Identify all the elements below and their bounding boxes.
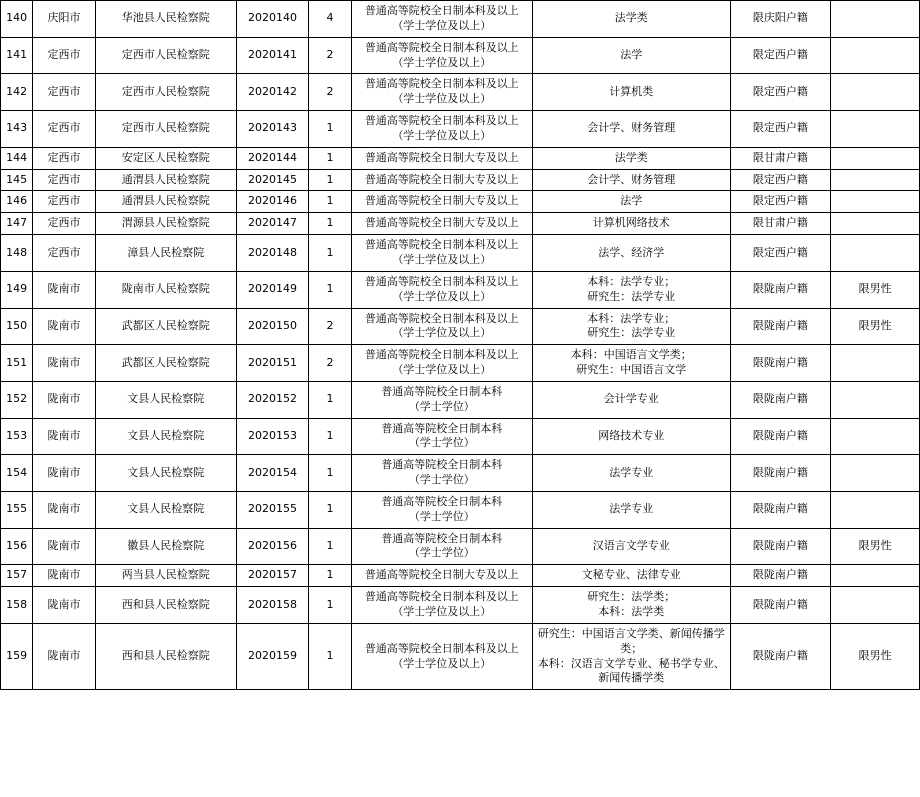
row-education-line: 普通高等院校全日制本科 xyxy=(381,421,503,435)
row-education-line: （学士学位及以上） xyxy=(392,289,492,303)
row-major xyxy=(533,169,731,191)
row-major-line: 本科：法学专业； xyxy=(587,274,676,288)
row-major-line: 法学专业 xyxy=(609,502,654,516)
row-major xyxy=(533,271,731,308)
row-major xyxy=(533,235,731,272)
row-city: 陇南市 xyxy=(33,565,95,587)
row-headcount: 1 xyxy=(309,111,351,148)
row-unit: 文县人民检察院 xyxy=(95,455,236,492)
row-unit: 定西市人民检察院 xyxy=(95,111,236,148)
row-education-line: 普通高等院校全日制本科及以上 xyxy=(364,40,519,54)
row-unit: 通渭县人民检察院 xyxy=(95,169,236,191)
row-headcount: 2 xyxy=(309,74,351,111)
row-major xyxy=(533,491,731,528)
row-headcount: 1 xyxy=(309,455,351,492)
table-row xyxy=(1,147,920,169)
row-education-line: 普通高等院校全日制大专及以上 xyxy=(364,216,519,230)
row-position-code: 2020143 xyxy=(236,111,309,148)
row-city: 定西市 xyxy=(33,74,95,111)
row-major xyxy=(533,455,731,492)
row-unit: 西和县人民检察院 xyxy=(95,623,236,689)
row-position-code: 2020154 xyxy=(236,455,309,492)
row-household: 限陇南户籍 xyxy=(730,455,831,492)
row-headcount: 4 xyxy=(309,1,351,38)
row-index: 149 xyxy=(1,271,33,308)
row-major-line: 研究生：中国语言文学类、新闻传播学类； xyxy=(537,626,725,655)
row-other xyxy=(831,491,920,528)
row-major-line: 本科：法学类 xyxy=(598,605,665,618)
row-major xyxy=(533,213,731,235)
row-education-line: 普通高等院校全日制大专及以上 xyxy=(364,150,519,164)
row-education-line: 普通高等院校全日制本科 xyxy=(381,384,503,398)
row-position-code: 2020157 xyxy=(236,565,309,587)
table-row xyxy=(1,418,920,455)
row-other xyxy=(831,1,920,38)
row-position-code: 2020158 xyxy=(236,587,309,624)
table-row xyxy=(1,528,920,565)
row-headcount: 1 xyxy=(309,147,351,169)
row-household: 限陇南户籍 xyxy=(730,491,831,528)
row-city: 定西市 xyxy=(33,37,95,74)
row-unit: 西和县人民检察院 xyxy=(95,587,236,624)
row-major xyxy=(533,528,731,565)
row-index: 143 xyxy=(1,111,33,148)
row-education-line: 普通高等院校全日制本科 xyxy=(381,494,503,508)
row-city: 陇南市 xyxy=(33,345,95,382)
row-headcount: 1 xyxy=(309,271,351,308)
row-household: 限甘肃户籍 xyxy=(730,213,831,235)
row-major-line: 法学 xyxy=(620,194,643,208)
row-education xyxy=(351,37,532,74)
row-education-line: （学士学位） xyxy=(408,399,475,413)
row-education xyxy=(351,147,532,169)
row-index: 150 xyxy=(1,308,33,345)
row-education xyxy=(351,491,532,528)
row-other xyxy=(831,587,920,624)
row-headcount: 1 xyxy=(309,235,351,272)
row-education xyxy=(351,308,532,345)
row-city: 陇南市 xyxy=(33,528,95,565)
row-index: 151 xyxy=(1,345,33,382)
row-index: 159 xyxy=(1,623,33,689)
row-unit: 渭源县人民检察院 xyxy=(95,213,236,235)
row-other xyxy=(831,111,920,148)
row-education xyxy=(351,418,532,455)
row-education-line: 普通高等院校全日制本科及以上 xyxy=(364,4,519,17)
row-other xyxy=(831,381,920,418)
row-unit: 文县人民检察院 xyxy=(95,491,236,528)
row-city: 陇南市 xyxy=(33,623,95,689)
row-household: 限陇南户籍 xyxy=(730,623,831,689)
row-unit: 徽县人民检察院 xyxy=(95,528,236,565)
row-index: 156 xyxy=(1,528,33,565)
row-city: 陇南市 xyxy=(33,587,95,624)
row-education-line: （学士学位及以上） xyxy=(392,18,492,32)
row-major xyxy=(533,37,731,74)
row-major-line: 汉语言文学专业 xyxy=(592,539,670,553)
row-household: 限甘肃户籍 xyxy=(730,147,831,169)
row-major-line: 研究生：法学专业 xyxy=(587,289,676,303)
table-row xyxy=(1,74,920,111)
row-household: 限定西户籍 xyxy=(730,169,831,191)
table-row xyxy=(1,491,920,528)
row-city: 庆阳市 xyxy=(33,1,95,38)
table-row xyxy=(1,345,920,382)
row-city: 陇南市 xyxy=(33,455,95,492)
row-education-line: 普通高等院校全日制大专及以上 xyxy=(364,568,519,582)
row-major-line: 法学专业 xyxy=(609,465,654,479)
row-city: 定西市 xyxy=(33,111,95,148)
row-education-line: （学士学位及以上） xyxy=(392,55,492,69)
row-other: 限男性 xyxy=(831,623,920,689)
row-education-line: （学士学位） xyxy=(408,436,475,450)
row-education-line: 普通高等院校全日制本科及以上 xyxy=(364,274,519,288)
row-unit: 武都区人民检察院 xyxy=(95,308,236,345)
row-headcount: 1 xyxy=(309,418,351,455)
row-city: 陇南市 xyxy=(33,491,95,528)
table-row xyxy=(1,213,920,235)
row-education-line: 普通高等院校全日制本科 xyxy=(381,531,503,545)
row-education xyxy=(351,565,532,587)
row-index: 142 xyxy=(1,74,33,111)
row-position-code: 2020148 xyxy=(236,235,309,272)
row-index: 140 xyxy=(1,1,33,38)
row-education-line: （学士学位及以上） xyxy=(392,128,492,142)
row-major-line: 会计学、财务管理 xyxy=(587,172,676,186)
row-household: 限庆阳户籍 xyxy=(730,1,831,38)
row-position-code: 2020153 xyxy=(236,418,309,455)
row-major xyxy=(533,191,731,213)
row-unit: 漳县人民检察院 xyxy=(95,235,236,272)
row-other xyxy=(831,455,920,492)
row-other xyxy=(831,565,920,587)
row-headcount: 1 xyxy=(309,381,351,418)
table-row xyxy=(1,1,920,38)
row-position-code: 2020150 xyxy=(236,308,309,345)
row-headcount: 2 xyxy=(309,37,351,74)
row-other xyxy=(831,191,920,213)
row-education-line: （学士学位） xyxy=(408,546,475,560)
row-major xyxy=(533,147,731,169)
row-education xyxy=(351,235,532,272)
table-row xyxy=(1,565,920,587)
table-body xyxy=(1,1,920,690)
row-household: 限定西户籍 xyxy=(730,111,831,148)
row-position-code: 2020145 xyxy=(236,169,309,191)
row-position-code: 2020140 xyxy=(236,1,309,38)
row-headcount: 1 xyxy=(309,528,351,565)
row-education-line: （学士学位及以上） xyxy=(392,363,492,377)
row-city: 定西市 xyxy=(33,169,95,191)
row-index: 157 xyxy=(1,565,33,587)
row-headcount: 1 xyxy=(309,565,351,587)
row-household: 限陇南户籍 xyxy=(730,345,831,382)
row-household: 限陇南户籍 xyxy=(730,308,831,345)
row-major xyxy=(533,74,731,111)
row-unit: 安定区人民检察院 xyxy=(95,147,236,169)
row-unit: 通渭县人民检察院 xyxy=(95,191,236,213)
row-other xyxy=(831,418,920,455)
row-education-line: 普通高等院校全日制本科及以上 xyxy=(364,114,519,128)
row-position-code: 2020147 xyxy=(236,213,309,235)
row-household: 限陇南户籍 xyxy=(730,418,831,455)
row-education-line: （学士学位） xyxy=(408,473,475,487)
row-headcount: 1 xyxy=(309,491,351,528)
row-position-code: 2020146 xyxy=(236,191,309,213)
row-major-line: 法学、经济学 xyxy=(598,245,665,259)
row-education xyxy=(351,191,532,213)
table-row xyxy=(1,381,920,418)
row-position-code: 2020151 xyxy=(236,345,309,382)
row-unit: 陇南市人民检察院 xyxy=(95,271,236,308)
row-major xyxy=(533,623,731,689)
row-other xyxy=(831,74,920,111)
row-other xyxy=(831,37,920,74)
table-row xyxy=(1,37,920,74)
row-unit: 两当县人民检察院 xyxy=(95,565,236,587)
row-education-line: （学士学位及以上） xyxy=(392,252,492,266)
row-other xyxy=(831,147,920,169)
row-major-line: 会计学、财务管理 xyxy=(587,121,676,135)
row-household: 限陇南户籍 xyxy=(730,381,831,418)
row-major xyxy=(533,381,731,418)
row-education-line: （学士学位及以上） xyxy=(392,92,492,106)
row-household: 限定西户籍 xyxy=(730,235,831,272)
row-education-line: 普通高等院校全日制本科及以上 xyxy=(364,77,519,91)
table-row xyxy=(1,623,920,689)
row-other xyxy=(831,235,920,272)
row-other: 限男性 xyxy=(831,528,920,565)
table-row xyxy=(1,169,920,191)
row-education xyxy=(351,623,532,689)
row-household: 限陇南户籍 xyxy=(730,587,831,624)
row-education-line: （学士学位） xyxy=(408,509,475,523)
row-index: 158 xyxy=(1,587,33,624)
row-headcount: 1 xyxy=(309,213,351,235)
row-index: 146 xyxy=(1,191,33,213)
row-major-line: 本科：汉语言文学专业、秘书学专业、新闻传播学类 xyxy=(537,656,725,685)
row-index: 155 xyxy=(1,491,33,528)
table-row xyxy=(1,191,920,213)
row-other xyxy=(831,345,920,382)
table-row xyxy=(1,111,920,148)
row-household: 限陇南户籍 xyxy=(730,271,831,308)
row-index: 145 xyxy=(1,169,33,191)
row-education xyxy=(351,111,532,148)
row-education xyxy=(351,345,532,382)
row-other: 限男性 xyxy=(831,308,920,345)
row-headcount: 1 xyxy=(309,623,351,689)
row-education-line: 普通高等院校全日制本科及以上 xyxy=(364,311,519,325)
row-major-line: 法学类 xyxy=(614,150,648,164)
row-household: 限定西户籍 xyxy=(730,74,831,111)
row-education xyxy=(351,1,532,38)
row-other xyxy=(831,169,920,191)
row-education-line: 普通高等院校全日制本科及以上 xyxy=(364,641,519,655)
row-household: 限定西户籍 xyxy=(730,191,831,213)
row-education-line: 普通高等院校全日制大专及以上 xyxy=(364,172,519,186)
row-major-line: 研究生：中国语言文学 xyxy=(576,363,687,377)
row-major-line: 法学类 xyxy=(614,11,648,25)
row-position-code: 2020149 xyxy=(236,271,309,308)
row-position-code: 2020144 xyxy=(236,147,309,169)
row-unit: 定西市人民检察院 xyxy=(95,74,236,111)
row-position-code: 2020142 xyxy=(236,74,309,111)
row-major-line: 文秘专业、法律专业 xyxy=(581,568,681,582)
row-city: 陇南市 xyxy=(33,308,95,345)
row-education-line: 普通高等院校全日制本科及以上 xyxy=(364,590,519,604)
row-unit: 定西市人民检察院 xyxy=(95,37,236,74)
row-major xyxy=(533,418,731,455)
row-index: 147 xyxy=(1,213,33,235)
row-education-line: 普通高等院校全日制大专及以上 xyxy=(364,194,519,208)
table-row xyxy=(1,271,920,308)
row-major-line: 研究生：法学专业 xyxy=(587,326,676,340)
row-unit: 华池县人民检察院 xyxy=(95,1,236,38)
row-headcount: 1 xyxy=(309,587,351,624)
row-position-code: 2020159 xyxy=(236,623,309,689)
row-education xyxy=(351,587,532,624)
row-position-code: 2020156 xyxy=(236,528,309,565)
row-education-line: （学士学位及以上） xyxy=(392,605,492,618)
table-row xyxy=(1,455,920,492)
row-headcount: 2 xyxy=(309,345,351,382)
row-unit: 文县人民检察院 xyxy=(95,418,236,455)
row-city: 陇南市 xyxy=(33,418,95,455)
row-household: 限陇南户籍 xyxy=(730,528,831,565)
row-major xyxy=(533,1,731,38)
row-city: 定西市 xyxy=(33,235,95,272)
row-education xyxy=(351,455,532,492)
row-education xyxy=(351,381,532,418)
row-education-line: 普通高等院校全日制本科及以上 xyxy=(364,238,519,252)
row-other xyxy=(831,213,920,235)
row-major xyxy=(533,565,731,587)
row-education-line: （学士学位及以上） xyxy=(392,326,492,340)
row-index: 154 xyxy=(1,455,33,492)
row-major-line: 计算机网络技术 xyxy=(592,216,670,230)
row-index: 144 xyxy=(1,147,33,169)
row-major-line: 计算机类 xyxy=(609,84,654,98)
row-city: 陇南市 xyxy=(33,381,95,418)
row-major-line: 研究生：法学类； xyxy=(587,590,676,604)
table-row xyxy=(1,587,920,624)
row-headcount: 1 xyxy=(309,191,351,213)
table-row xyxy=(1,308,920,345)
row-unit: 文县人民检察院 xyxy=(95,381,236,418)
row-position-code: 2020152 xyxy=(236,381,309,418)
row-headcount: 2 xyxy=(309,308,351,345)
row-education-line: 普通高等院校全日制本科 xyxy=(381,458,503,472)
row-headcount: 1 xyxy=(309,169,351,191)
row-education-line: （学士学位及以上） xyxy=(392,656,492,670)
row-city: 陇南市 xyxy=(33,271,95,308)
row-education xyxy=(351,169,532,191)
row-position-code: 2020155 xyxy=(236,491,309,528)
row-city: 定西市 xyxy=(33,147,95,169)
row-education xyxy=(351,528,532,565)
row-major xyxy=(533,587,731,624)
row-major xyxy=(533,111,731,148)
row-major-line: 本科：法学专业； xyxy=(587,311,676,325)
row-position-code: 2020141 xyxy=(236,37,309,74)
row-education xyxy=(351,74,532,111)
row-index: 141 xyxy=(1,37,33,74)
row-index: 153 xyxy=(1,418,33,455)
row-household: 限定西户籍 xyxy=(730,37,831,74)
row-major-line: 会计学专业 xyxy=(603,392,659,406)
row-index: 148 xyxy=(1,235,33,272)
row-other: 限男性 xyxy=(831,271,920,308)
row-city: 定西市 xyxy=(33,191,95,213)
row-unit: 武都区人民检察院 xyxy=(95,345,236,382)
row-household: 限陇南户籍 xyxy=(730,565,831,587)
row-major xyxy=(533,308,731,345)
row-major-line: 法学 xyxy=(620,48,643,62)
row-city: 定西市 xyxy=(33,213,95,235)
row-index: 152 xyxy=(1,381,33,418)
row-major xyxy=(533,345,731,382)
row-major-line: 本科：中国语言文学类； xyxy=(570,348,692,362)
row-major-line: 网络技术专业 xyxy=(598,428,665,442)
row-education xyxy=(351,271,532,308)
row-education-line: 普通高等院校全日制本科及以上 xyxy=(364,348,519,362)
table-row xyxy=(1,235,920,272)
row-education xyxy=(351,213,532,235)
